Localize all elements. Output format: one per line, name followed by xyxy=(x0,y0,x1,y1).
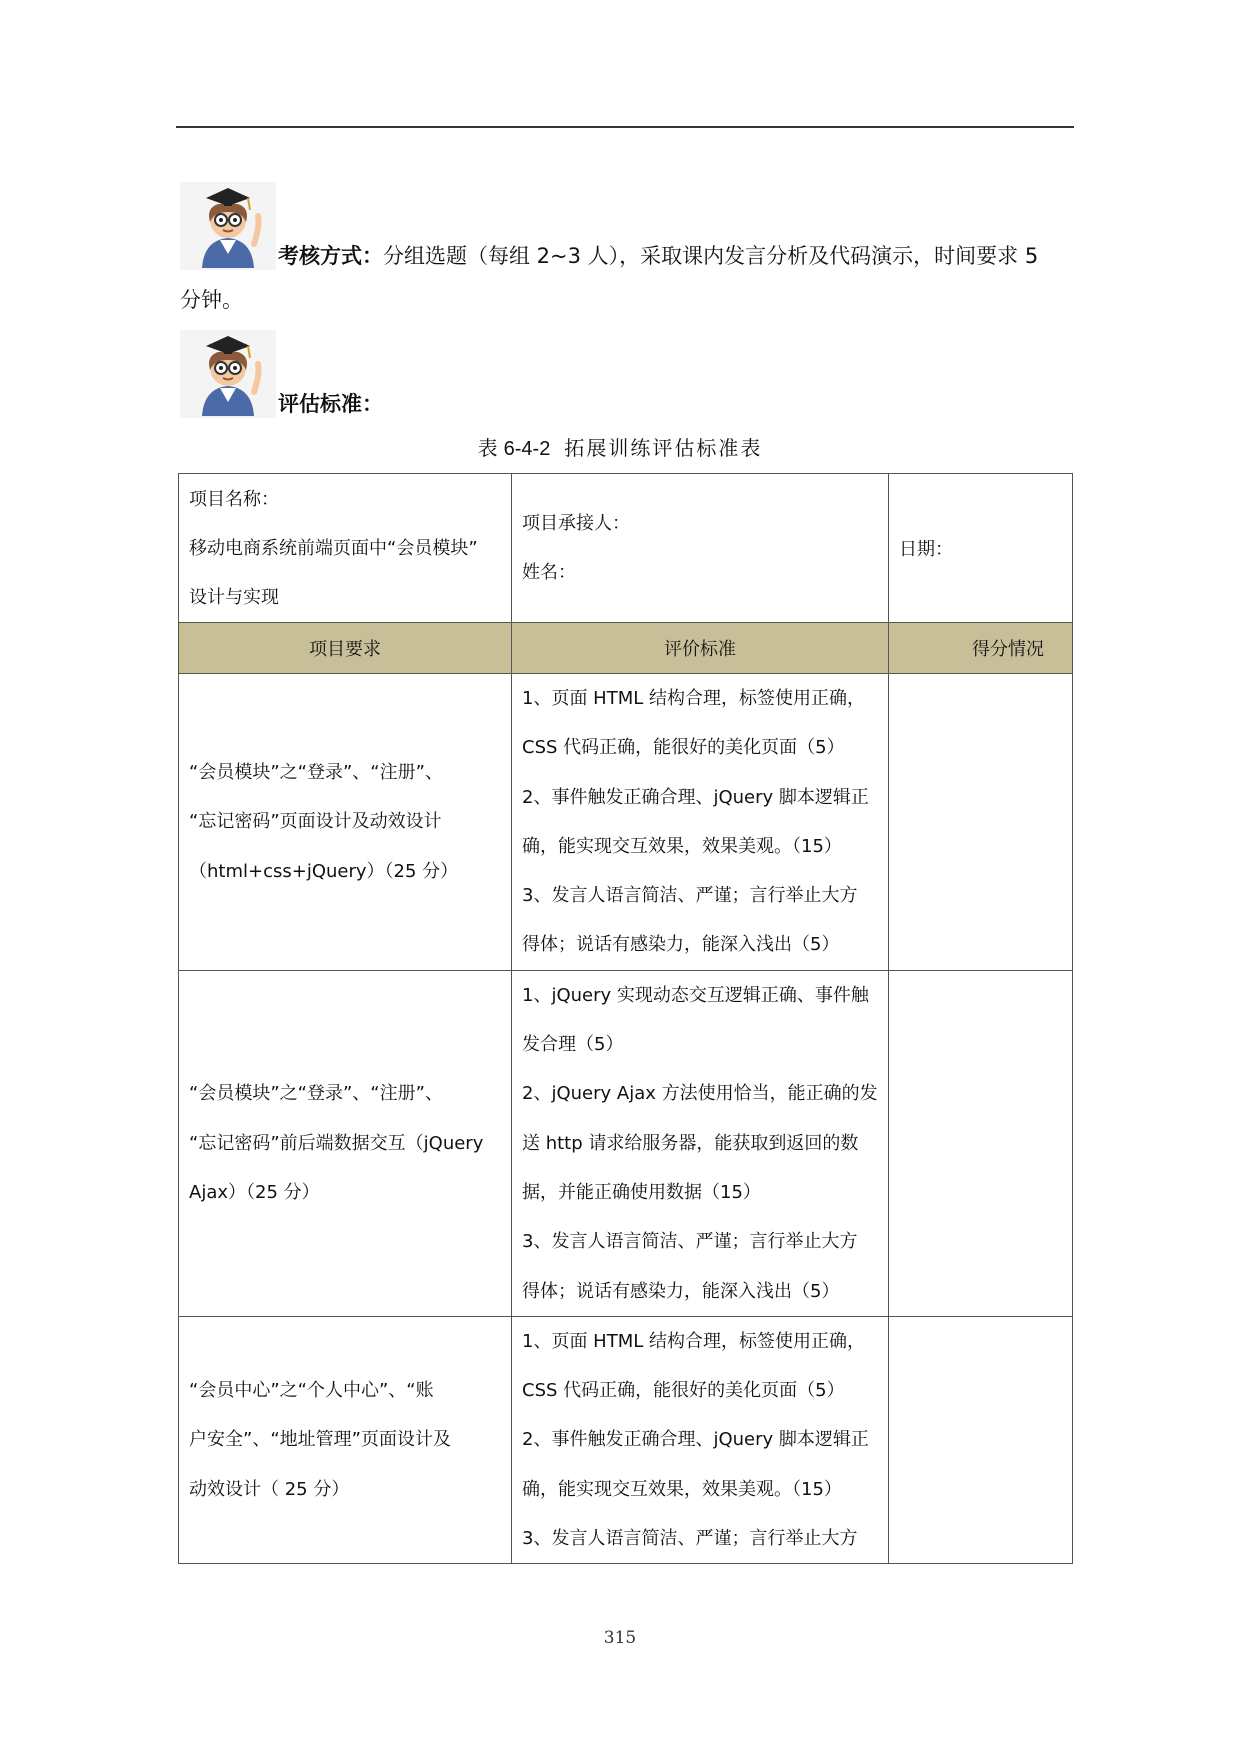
assessment-method-text: 分组选题（每组 2~3 人），采取课内发言分析及代码演示，时间要求 5 xyxy=(383,244,1039,268)
table-row xyxy=(179,1316,1073,1563)
evaluation-standard-label: 评估标准： xyxy=(278,392,383,416)
page-number: 315 xyxy=(603,1628,637,1648)
requirement-cell xyxy=(179,674,512,971)
criteria-line: CSS 代码正确，能很好的美化页面（5） xyxy=(522,737,845,759)
criteria-cell xyxy=(512,1316,889,1563)
criteria-line: 发合理（5） xyxy=(522,1034,624,1056)
requirement-line: “忘记密码”前后端数据交互（jQuery xyxy=(189,1132,484,1154)
requirement-line: 动效设计（ 25 分） xyxy=(189,1478,350,1500)
criteria-line: 3、发言人语言简洁、严谨；言行举止大方 xyxy=(522,1528,858,1550)
header-rule xyxy=(176,126,1074,128)
requirement-cell xyxy=(179,970,512,1316)
professor-mascot-icon xyxy=(180,330,276,418)
header-requirement: 项目要求 xyxy=(179,623,512,674)
table-info-row xyxy=(179,474,1073,623)
undertaker-cell xyxy=(512,474,889,623)
criteria-line: 2、事件触发正确合理、jQuery 脚本逻辑正 xyxy=(522,1429,869,1451)
requirement-line: “会员中心”之“个人中心”、“账 xyxy=(189,1380,434,1402)
criteria-line: 送 http 请求给服务器，能获取到返回的数 xyxy=(522,1132,859,1154)
criteria-line: 3、发言人语言简洁、严谨；言行举止大方 xyxy=(522,885,858,907)
criteria-line: 1、页面 HTML 结构合理，标签使用正确， xyxy=(522,688,865,709)
criteria-line: 1、jQuery 实现动态交互逻辑正确、事件触 xyxy=(522,984,869,1006)
undertaker-label: 项目承接人： xyxy=(522,513,630,534)
header-score: 得分情况 xyxy=(889,623,1073,674)
project-name-cell xyxy=(179,474,512,623)
project-name-label: 项目名称： xyxy=(189,488,279,510)
evaluation-table xyxy=(178,473,1073,1564)
project-name-line: 移动电商系统前端页面中“会员模块” xyxy=(189,537,478,559)
criteria-line: CSS 代码正确，能很好的美化页面（5） xyxy=(522,1380,845,1402)
table-row xyxy=(179,674,1073,971)
criteria-line: 1、页面 HTML 结构合理，标签使用正确， xyxy=(522,1330,865,1352)
requirement-line: “会员模块”之“登录”、“注册”、 xyxy=(189,1083,443,1105)
table-header-row xyxy=(179,623,1073,674)
requirement-cell xyxy=(179,1316,512,1563)
table-caption xyxy=(0,434,1240,463)
score-cell xyxy=(889,970,1073,1316)
requirement-line: “会员模块”之“登录”、“注册”、 xyxy=(189,761,443,783)
criteria-line: 得体；说话有感染力，能深入浅出（5） xyxy=(522,934,840,956)
date-label: 日期： xyxy=(899,539,953,560)
criteria-line: 确，能实现交互效果，效果美观。（15） xyxy=(522,1478,842,1500)
professor-mascot-icon xyxy=(180,182,276,270)
assessment-method-label: 考核方式： xyxy=(278,244,383,268)
criteria-line: 据，并能正确使用数据（15） xyxy=(522,1181,761,1203)
table-caption-title: 拓展训练评估标准表 xyxy=(564,436,763,460)
criteria-cell xyxy=(512,674,889,971)
project-name-line: 设计与实现 xyxy=(189,586,279,608)
requirement-line: 户安全”、“地址管理”页面设计及 xyxy=(189,1429,451,1451)
requirement-line: Ajax）（25 分） xyxy=(189,1181,320,1203)
score-cell xyxy=(889,1316,1073,1563)
criteria-line: 确，能实现交互效果，效果美观。（15） xyxy=(522,835,842,857)
criteria-cell xyxy=(512,970,889,1316)
name-label: 姓名： xyxy=(522,562,576,583)
criteria-line: 2、事件触发正确合理、jQuery 脚本逻辑正 xyxy=(522,786,869,808)
criteria-line: 2、jQuery Ajax 方法使用恰当，能正确的发 xyxy=(522,1083,878,1105)
assessment-method-continuation: 分钟。 xyxy=(180,288,243,312)
assessment-method xyxy=(278,242,1078,270)
table-caption-number: 6-4-2 xyxy=(503,438,551,460)
date-cell xyxy=(889,474,1073,623)
requirement-line: “忘记密码”页面设计及动效设计 xyxy=(189,811,442,833)
table-row xyxy=(179,970,1073,1316)
criteria-line: 得体；说话有感染力，能深入浅出（5） xyxy=(522,1280,840,1302)
score-cell xyxy=(889,674,1073,971)
criteria-line: 3、发言人语言简洁、严谨；言行举止大方 xyxy=(522,1231,858,1253)
table-caption-prefix: 表 xyxy=(477,436,500,460)
header-criteria: 评价标准 xyxy=(512,623,889,674)
requirement-line: （html+css+jQuery）（25 分） xyxy=(189,860,459,882)
